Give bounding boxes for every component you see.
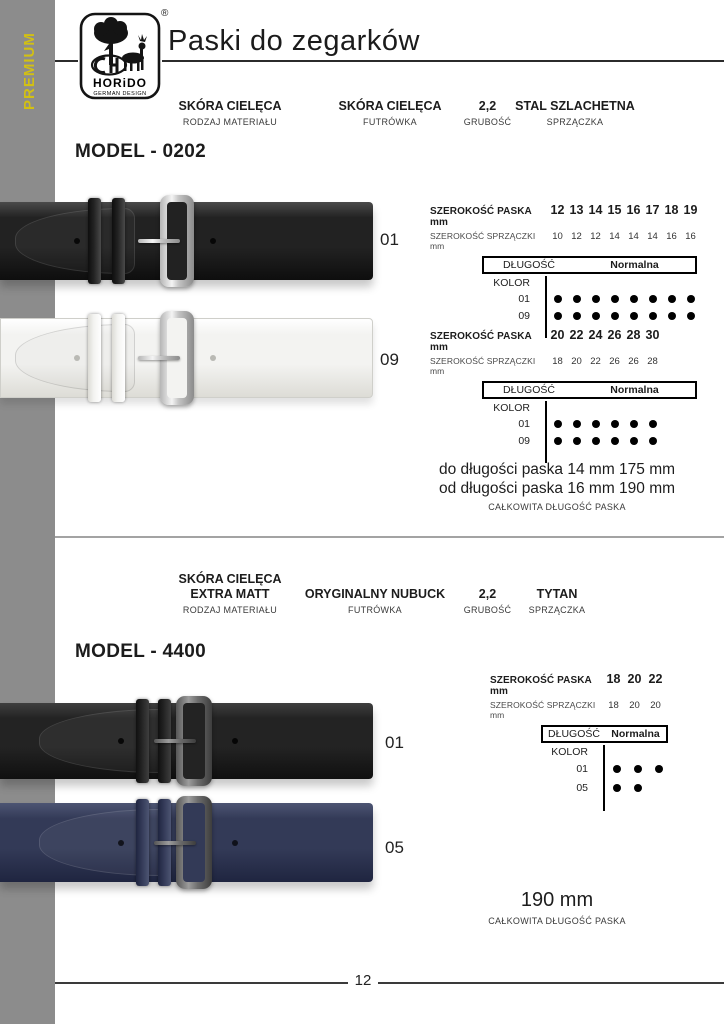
svg-text:GERMAN DESIGN: GERMAN DESIGN [93,91,147,97]
length-box: DŁUGOŚĆ Normalna [482,256,697,274]
matrix-divider [603,745,605,811]
strap-width-row: SZEROKOŚĆ PASKA mm 20 22 24 26 28 30 [430,328,720,353]
length-box: DŁUGOŚĆ Normalna [482,381,697,399]
strap-hole [74,355,80,361]
color-row: 01 [490,759,710,778]
strap-keeper [112,314,125,402]
availability-dots [548,308,700,324]
size-table-0202-wide [430,328,720,449]
total-length-note-0202: do długości paska 14 mm 175 mm od długości paska 16 mm 190 mm CAŁKOWITA DŁUGOŚĆ PASKA [438,461,676,512]
strap-width-values: 12 13 14 15 16 17 18 19 [550,203,698,217]
buckle-width-values: 18 20 22 26 26 28 [552,356,658,367]
brand-logo [78,11,162,101]
color-matrix: KOLOR 01 09 [430,401,720,449]
registered-mark: ® [161,8,169,19]
premium-label: PREMIUM [21,32,38,110]
strap-code-label: 01 [380,230,399,249]
color-matrix: KOLOR 01 05 [490,745,710,797]
strap-width-row: SZEROKOŚĆ PASKA mm 12 13 14 15 16 17 18 19 [430,203,720,228]
strap-keeper [88,198,101,284]
strap-buckle [160,195,194,287]
strap-hole [118,738,124,744]
buckle-prong [154,739,196,743]
strap-buckle [160,311,194,405]
spec-lining-0202: SKÓRA CIELĘCA FUTRÓWKA [338,99,442,127]
strap-code-label: 09 [380,350,399,369]
strap-keeper [112,198,125,284]
spec-buckle-0202: STAL SZLACHETNA SPRZĄCZKA [515,99,635,127]
availability-dots [606,761,669,777]
buckle-width-row: SZEROKOŚĆ SPRZĄCZKI mm 18 20 22 26 26 28 [430,356,720,376]
color-row: 05 [490,778,710,797]
horido-logo-icon [78,11,162,101]
strap-photo-0202-09 [0,318,373,398]
strap-buckle [176,796,212,889]
section-divider [55,536,724,538]
availability-dots [548,416,662,432]
strap-keeper [136,699,149,783]
strap-hole [210,355,216,361]
strap-keeper [88,314,101,402]
strap-width-values: 18 20 22 [606,672,663,686]
buckle-prong [138,239,180,243]
spec-thickness-0202: 2,2 GRUBOŚĆ [463,99,512,127]
strap-code-label: 05 [385,838,404,857]
buckle-width-values: 18 20 20 [608,700,661,711]
buckle-prong [138,356,180,360]
strap-hole [232,840,238,846]
color-row: 09 [430,432,720,449]
strap-buckle [176,696,212,786]
color-row: 09 [430,307,720,324]
strap-photo-0202-01 [0,202,373,280]
total-length-note-4400: 190 mm CAŁKOWITA DŁUGOŚĆ PASKA [488,889,626,926]
buckle-width-values: 10 12 12 14 14 14 16 16 [552,231,696,242]
strap-hole [74,238,80,244]
page-title: Paski do zegarków [168,25,420,57]
spec-buckle-4400: TYTAN SPRZĄCZKA [528,587,586,615]
matrix-divider [545,401,547,463]
strap-hole [210,238,216,244]
length-box: DŁUGOŚĆ Normalna [541,725,668,743]
strap-photo-4400-05 [0,803,373,882]
model-heading-4400: MODEL - 4400 [75,641,207,662]
strap-width-values: 20 22 24 26 28 30 [550,328,660,342]
availability-dots [548,433,662,449]
availability-dots [606,780,669,796]
strap-hole [232,738,238,744]
buckle-prong [154,841,196,845]
spec-material-0202: SKÓRA CIELĘCA RODZAJ MATERIAŁU [178,99,282,127]
page-number: 12 [348,972,378,989]
buckle-width-row: SZEROKOŚĆ SPRZĄCZKI mm 18 20 20 [490,700,710,720]
color-row: 01 [430,415,720,432]
spec-lining-4400: ORYGINALNY NUBUCK FUTRÓWKA [304,587,446,615]
strap-hole [118,840,124,846]
size-table-0202-narrow [430,203,720,324]
spec-material-4400: SKÓRA CIELĘCA EXTRA MATT RODZAJ MATERIAŁU [178,572,282,615]
strap-keeper [136,799,149,886]
footer-rule [55,982,724,984]
strap-photo-4400-01 [0,703,373,779]
buckle-width-row: SZEROKOŚĆ SPRZĄCZKI mm 10 12 12 14 14 14 16 16 [430,231,720,251]
spec-thickness-4400: 2,2 GRUBOŚĆ [463,587,512,615]
model-heading-0202: MODEL - 0202 [75,141,207,162]
availability-dots [548,291,700,307]
strap-code-label: 01 [385,733,404,752]
color-matrix: KOLOR 01 09 [430,276,720,324]
svg-text:HORiDO: HORiDO [93,76,147,90]
strap-width-row: SZEROKOŚĆ PASKA mm 18 20 22 [490,672,710,697]
size-table-4400 [490,672,710,797]
color-row: 01 [430,290,720,307]
